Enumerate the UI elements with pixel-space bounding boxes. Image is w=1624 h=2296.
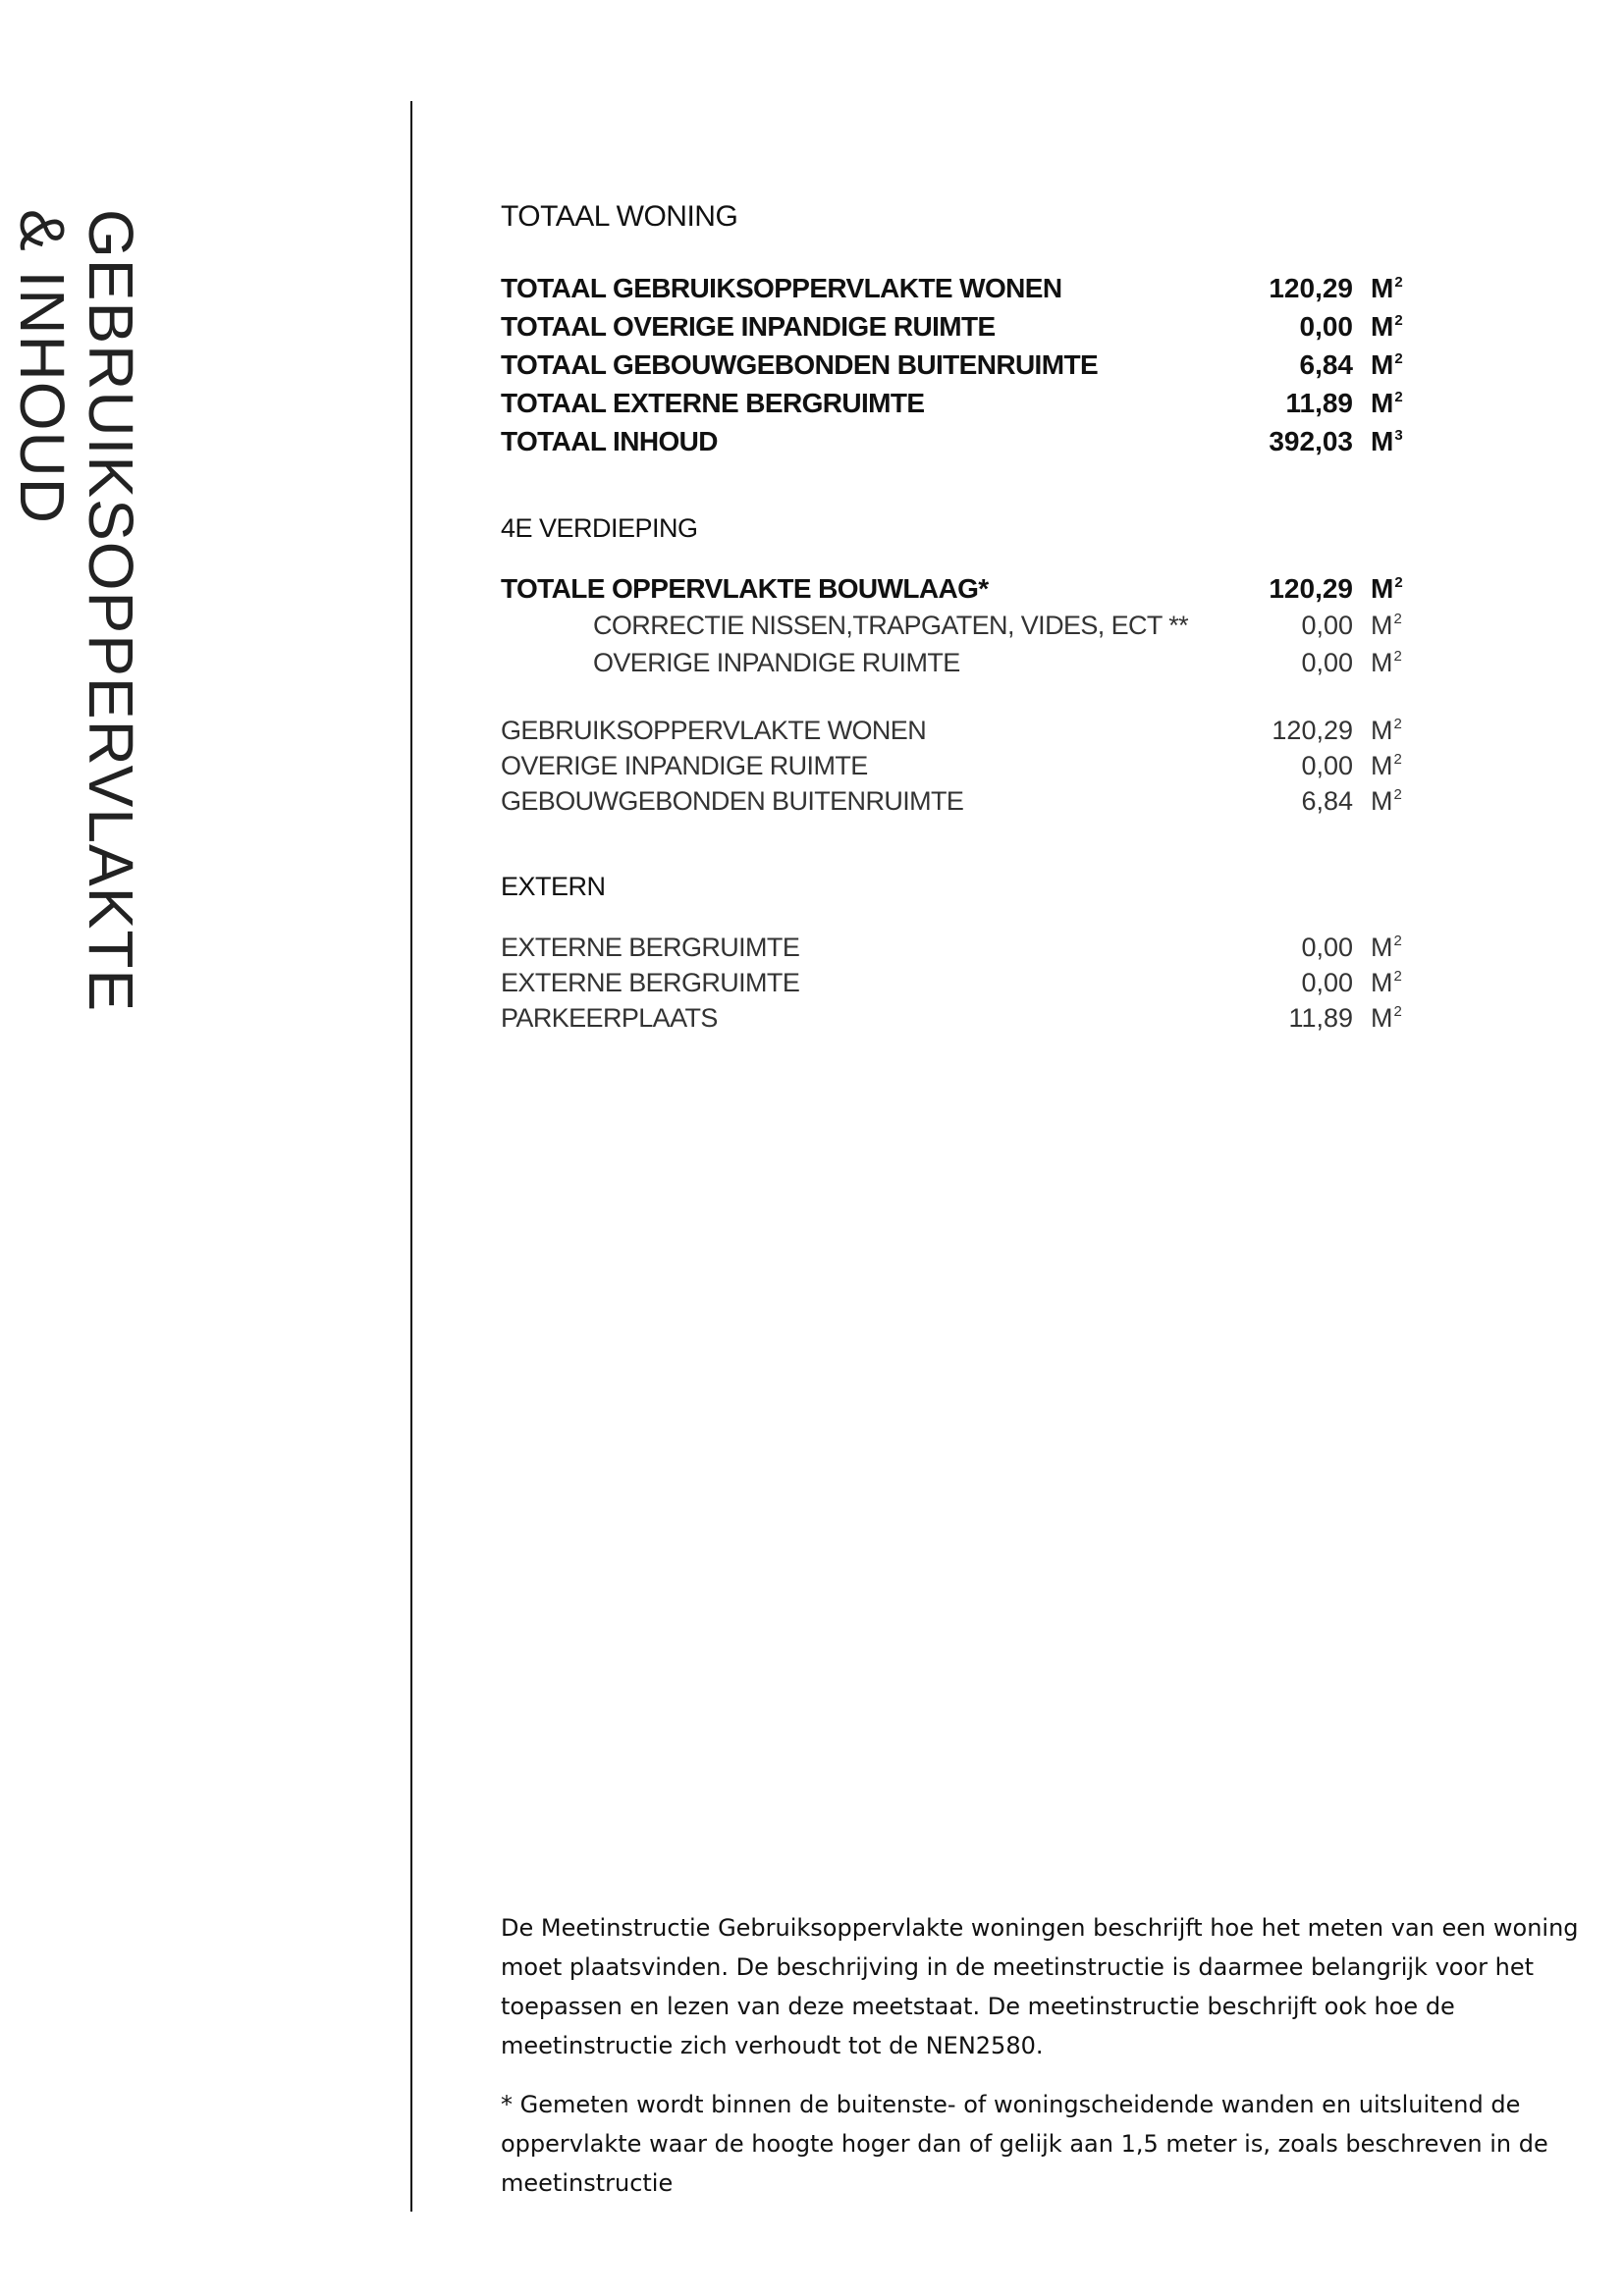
section-heading-verdieping: 4E VERDIEPING — [501, 513, 698, 543]
row-value: 11,89 — [1288, 1003, 1353, 1033]
verdieping-row — [501, 786, 1404, 822]
row-label: TOTAAL EXTERNE BERGRUIMTE — [501, 388, 925, 418]
row-unit: $M^2$ — [1371, 311, 1403, 342]
row-label: TOTAAL OVERIGE INPANDIGE RUIMTE — [501, 311, 996, 342]
row-unit: $M^2$ — [1371, 751, 1402, 780]
side-title-line1: GEBRUIKSOPPERVLAKTE — [76, 209, 146, 1013]
row-unit: $M^2$ — [1371, 273, 1403, 303]
row-unit: $M^2$ — [1371, 648, 1402, 677]
row-value: 0,00 — [1301, 933, 1353, 962]
row-value: 120,29 — [1269, 573, 1353, 604]
row-value: 0,00 — [1301, 751, 1353, 780]
row-label: EXTERNE BERGRUIMTE — [501, 968, 800, 997]
extern-row — [501, 968, 1404, 1003]
verdieping-row — [501, 716, 1404, 751]
row-unit: $M^2$ — [1371, 573, 1403, 604]
row-value: 120,29 — [1269, 273, 1353, 303]
side-title — [8, 209, 145, 1012]
row-value: 0,00 — [1299, 311, 1353, 342]
row-unit: $M^2$ — [1371, 388, 1403, 418]
row-unit: $M^2$ — [1371, 611, 1402, 640]
row-unit: $M^3$ — [1371, 426, 1403, 456]
totaal-row — [501, 349, 1404, 385]
row-label: TOTAAL GEBRUIKSOPPERVLAKTE WONEN — [501, 273, 1062, 303]
note-paragraph-1: De Meetinstructie Gebruiksoppervlakte woningen beschrijft hoe het meten van een woning moet plaatsvinden. De beschrijving in de meetinstructie is daarmee belangrijk voor het toepassen en lezen van deze meetstaat. De meetinstructie beschrijft ook hoe de meetinstructie zich verhoudt tot de NEN2580. — [501, 1914, 1579, 2059]
row-label: GEBOUWGEBONDEN BUITENRUIMTE — [501, 786, 964, 816]
section-heading-extern: EXTERN — [501, 872, 606, 901]
extern-row — [501, 1003, 1404, 1039]
correction-row — [501, 611, 1404, 646]
totaal-row — [501, 273, 1404, 308]
row-label: OVERIGE INPANDIGE RUIMTE — [593, 648, 960, 677]
row-label: TOTAAL INHOUD — [501, 426, 718, 456]
row-value: 6,84 — [1301, 786, 1353, 816]
correction-row — [501, 648, 1404, 683]
row-unit: $M^2$ — [1371, 786, 1402, 816]
row-value: 0,00 — [1301, 968, 1353, 997]
row-value: 11,89 — [1285, 388, 1353, 418]
row-label: GEBRUIKSOPPERVLAKTE WONEN — [501, 716, 927, 745]
extern-row — [501, 933, 1404, 968]
row-unit: $M^2$ — [1371, 1003, 1402, 1033]
row-unit: $M^2$ — [1371, 968, 1402, 997]
totaal-row — [501, 311, 1404, 347]
section-heading-totaal: TOTAAL WONING — [501, 200, 738, 233]
row-value: 0,00 — [1301, 648, 1353, 677]
row-label: CORRECTIE NISSEN,TRAPGATEN, VIDES, ECT ** — [593, 611, 1189, 640]
row-value: 0,00 — [1301, 611, 1353, 640]
row-value: 392,03 — [1269, 426, 1353, 456]
row-unit: $M^2$ — [1371, 716, 1402, 745]
row-unit: $M^2$ — [1371, 349, 1403, 380]
row-label: TOTAAL GEBOUWGEBONDEN BUITENRUIMTE — [501, 349, 1099, 380]
row-label: EXTERNE BERGRUIMTE — [501, 933, 800, 962]
vertical-divider — [410, 101, 412, 2212]
totaal-row — [501, 388, 1404, 423]
row-label: TOTALE OPPERVLAKTE BOUWLAAG* — [501, 573, 989, 604]
note-paragraph-2: * Gemeten wordt binnen de buitenste- of woningscheidende wanden en uitsluitend de oppervlakte waar de hoogte hoger dan of gelijk aan 1,5 meter is, zoals beschreven in de meetinstructie — [501, 2091, 1548, 2197]
totaal-row — [501, 426, 1404, 461]
side-title-line2: & INHOUD — [7, 209, 78, 524]
row-label: PARKEERPLAATS — [501, 1003, 718, 1033]
verdieping-total-row — [501, 573, 1404, 609]
row-value: 120,29 — [1272, 716, 1353, 745]
row-unit: $M^2$ — [1371, 933, 1402, 962]
row-label: OVERIGE INPANDIGE RUIMTE — [501, 751, 868, 780]
row-value: 6,84 — [1299, 349, 1353, 380]
verdieping-row — [501, 751, 1404, 786]
